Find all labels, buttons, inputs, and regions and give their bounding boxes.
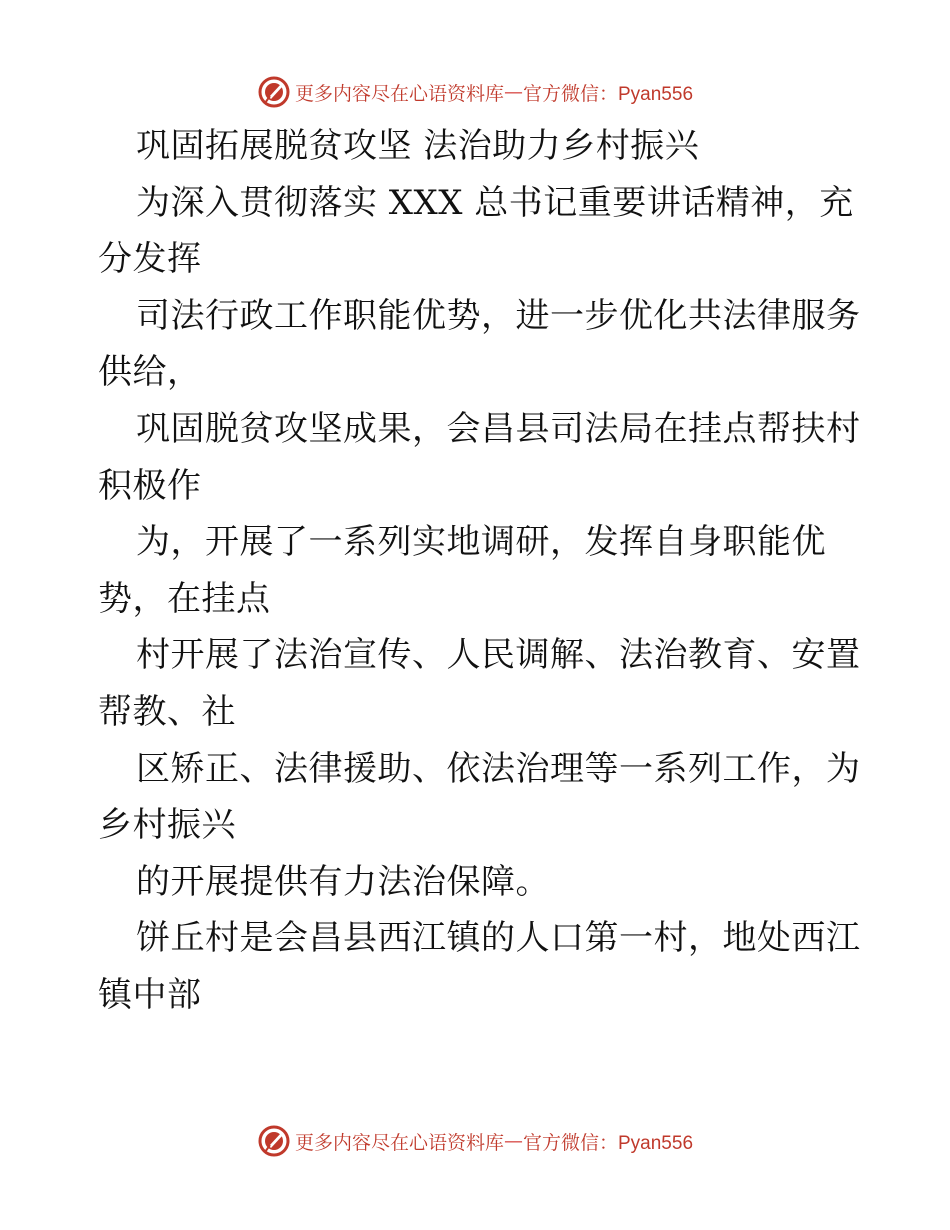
paragraph-line: 积极作 (98, 465, 202, 506)
paragraph-line: 帮教、社 (98, 691, 236, 732)
banner-separator: — (503, 1130, 523, 1152)
paragraph-line: 饼丘村是会昌县西江镇的人口第一村，地处西江 (136, 918, 861, 959)
paragraph-line: 司法行政工作职能优势，进一步优化共法律服务 (136, 295, 861, 336)
banner-contact (523, 79, 693, 106)
paragraph-line: 为，开展了一系列实地调研，发挥自身职能优 (136, 522, 826, 563)
paragraph-line: 村开展了法治宣传、人民调解、法治教育、安置 (136, 635, 861, 676)
quill-circle-logo-icon (257, 75, 291, 109)
paragraph-line: 镇中部 (98, 974, 202, 1015)
banner-separator: — (503, 81, 523, 103)
paragraph-line: 乡村振兴 (98, 805, 236, 846)
banner-contact (523, 1128, 693, 1155)
banner-title: 更多内容尽在心语资料库 (294, 82, 504, 105)
header-banner (0, 72, 950, 112)
banner-title: 更多内容尽在心语资料库 (294, 1131, 504, 1154)
paragraph-line: 供给， (98, 352, 202, 393)
paragraph-line: 区矫正、法律援助、依法治理等一系列工作，为 (136, 748, 861, 789)
footer-banner (0, 1121, 950, 1161)
paragraph-line: 势，在挂点 (98, 578, 271, 619)
document-title: 巩固拓展脱贫攻坚 法治助力乡村振兴 (136, 126, 700, 166)
banner-contact-handle: Pyan556 (618, 1132, 694, 1154)
banner-contact-label: 官方微信： (522, 1131, 618, 1154)
paragraph-line: 分发挥 (98, 239, 202, 280)
paragraph-line: 巩固脱贫攻坚成果，会昌县司法局在挂点帮扶村 (136, 408, 861, 449)
banner-contact-handle: Pyan556 (618, 83, 694, 105)
paragraph-line: 的开展提供有力法治保障。 (136, 861, 550, 902)
paragraph-line: 为深入贯彻落实 XXX 总书记重要讲话精神，充 (136, 182, 854, 223)
document-body (98, 118, 861, 1024)
quill-circle-logo-icon (257, 1124, 291, 1158)
banner-contact-label: 官方微信： (522, 82, 618, 105)
